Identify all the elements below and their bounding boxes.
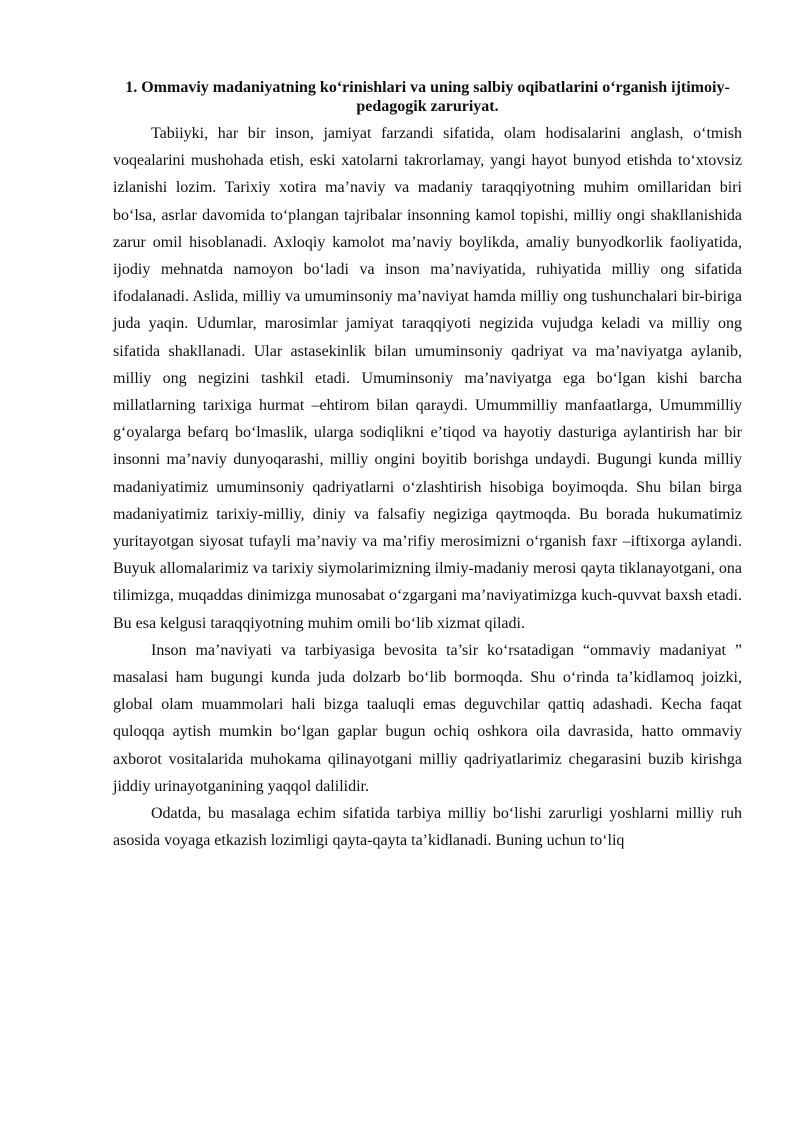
paragraph: Tabiiyki, har bir inson, jamiyat farzandi sifatida, olam hodisalarini anglash, o‘tmish voqealarini mushohada etish, eski xatolarni takrorlamay, yangi hayot bunyod etishda to‘xtovsiz izlanishi lozim. Tarixiy xotira ma’naviy va madaniy taraqqiyotning muhim omillaridan biri bo‘lsa, asrlar davomida to‘plangan tajribalar insonning kamol topishi, milliy ongi shakllanishida zarur omil hisoblanadi. Axloqiy kamolot ma’naviy boylikda, amaliy bunyodkorlik faoliyatida, ijodiy mehnatda namoyon bo‘ladi va inson ma’naviyatida, ruhiyatida milliy ong sifatida ifodalanadi. Aslida, milliy va umuminsoniy ma’naviyat hamda milliy ong tushunchalari bir-biriga juda yaqin. Udumlar, marosimlar jamiyat taraqqiyoti negizida vujudga keladi va milliy ong sifatida shakllanadi. Ular astasekinlik bilan umuminsoniy qadriyat va ma’naviyatga aylanib, milliy ong negizini tashkil etadi. Umuminsoniy ma’naviyatga ega bo‘lgan kishi barcha millatlarning tarixiga hurmat –ehtirom bilan qaraydi. Umummilliy manfaatlarga, Umummilliy g‘oyalarga befarq bo‘lmaslik, ularga sodiqlikni e’tiqod va hayotiy dasturiga aylantirish har bir insonni ma’naviy dunyoqarashi, milliy ongini boyitib borishga undaydi. Bugungi kunda milliy madaniyatimiz umuminsoniy qadriyatlarni o‘zlashtirish hisobiga boyimoqda. Shu bilan birga madaniyatimiz tarixiy-milliy, diniy va falsafiy negiziga qaytmoqda. Bu borada hukumatimiz yuritayotgan siyosat tufayli ma’naviy va ma’rifiy merosimizni o‘rganish faxr –iftixorga aylandi. Buyuk allomalarimiz va tarixiy siymolarimizning ilmiy-madaniy merosi qayta tiklanayotgani, ona tilimizga, muqaddas dinimizga munosabat o‘zgargani ma’naviyatimizga kuch-quvvat baxsh etadi. Bu esa kelgusi taraqqiyotning muhim omili bo‘lib xizmat qiladi.: [113, 125, 742, 632]
document-title: 1. Ommaviy madaniyatning ko‘rinishlari va uning salbiy oqibatlarini o‘rganish ijtimoiy-pedagogik zaruriyat.: [125, 79, 730, 115]
document-page: [113, 78, 742, 854]
paragraph: Odatda, bu masalaga echim sifatida tarbiya milliy bo‘lishi zarurligi yoshlarni milliy ruh asosida voyaga etkazish lozimligi qayta-qayta ta’kidlanadi. Buning uchun to‘liq: [113, 805, 742, 850]
paragraph: Inson ma’naviyati va tarbiyasiga bevosita ta’sir ko‘rsatadigan “ommaviy madaniyat ” masalasi ham bugungi kunda juda dolzarb bo‘lib bormoqda. Shu o‘rinda ta’kidlamoq joizki, global olam muammolari hali bizga taaluqli emas deguvchilar qattiq adashadi. Kecha faqat quloqqa aytish mumkin bo‘lgan gaplar bugun ochiq oshkora oila davrasida, hatto ommaviy axborot vositalarida muhokama qilinayotgani milliy qadriyatlarimiz chegarasini buzib kirishga jiddiy urinayotganining yaqqol dalilidir.: [113, 641, 742, 795]
